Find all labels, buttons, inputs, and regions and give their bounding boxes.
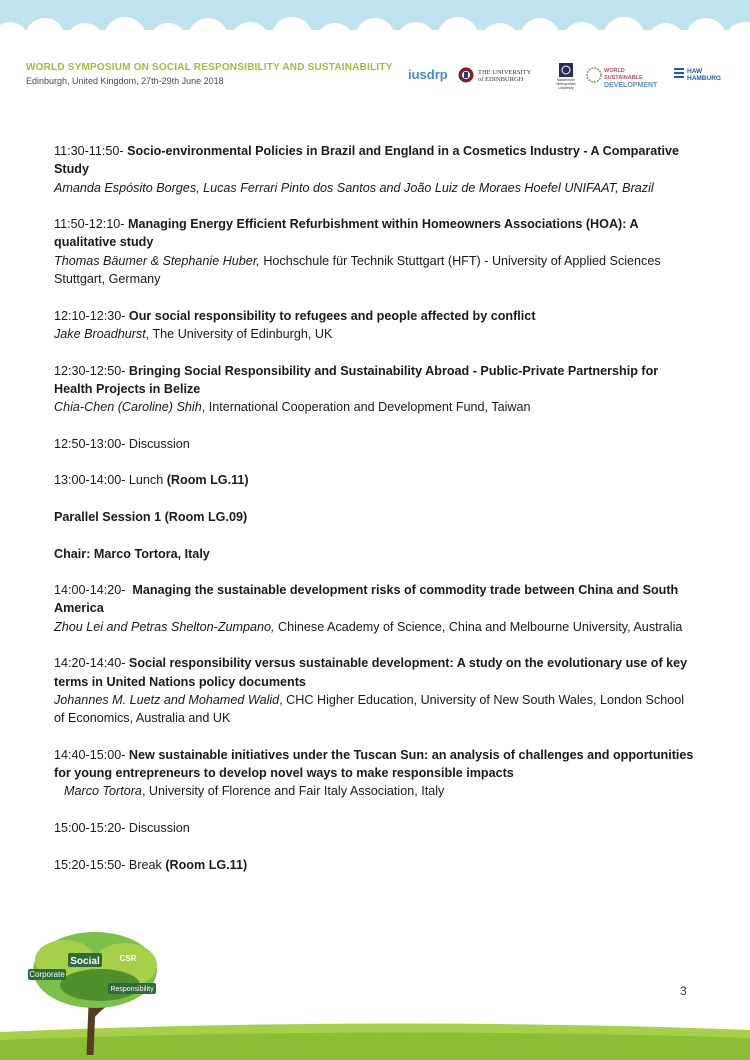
tree-word-csr: CSR xyxy=(119,954,137,963)
haw-stripes-icon xyxy=(674,68,684,80)
manchester-name: Manchester Metropolitan University xyxy=(556,78,576,90)
session-time: 11:50-12:10- xyxy=(54,217,125,232)
session-title: New sustainable initiatives under the Tuscan Sun: an analysis of challenges and opportunities for young entrepreneurs to develop novel ways to make responsible impacts xyxy=(54,747,694,781)
session-entry xyxy=(54,362,694,417)
session-entry xyxy=(54,215,694,288)
header xyxy=(26,62,392,86)
tree-word-corporate: Corporate xyxy=(29,970,65,979)
session-authors: Jake Broadhurst xyxy=(54,326,146,341)
discussion-item xyxy=(54,819,694,837)
session-title: Managing the sustainable development risks of commodity trade between China and South America xyxy=(54,583,679,616)
session-authors: Johannes M. Luetz and Mohamed Walid xyxy=(54,692,280,707)
discussion-text: 12:50-13:00- Discussion xyxy=(54,436,190,451)
session-entry xyxy=(54,654,694,727)
tree-word-social: Social xyxy=(70,956,100,967)
session-title: Managing Energy Efficient Refurbishment within Homeowners Associations (HOA): A qualitative study xyxy=(54,217,639,250)
session-affiliation: , CHC Higher Education, University of New South Wales, London School of Economics, Australia and UK xyxy=(54,692,685,726)
session-affiliation: , University of Florence and Fair Italy Association, Italy xyxy=(141,784,445,799)
discussion-text: 15:00-15:20- Discussion xyxy=(54,820,190,835)
schedule xyxy=(54,142,694,892)
session-authors: Thomas Bäumer & Stephanie Huber, xyxy=(54,253,260,268)
session-time: 12:10-12:30- xyxy=(54,308,126,323)
session-affiliation: , International Cooperation and Development Fund, Taiwan xyxy=(201,400,531,415)
csr-word-tree xyxy=(20,925,170,1055)
lunch-item xyxy=(54,471,694,489)
chair-heading xyxy=(54,545,694,563)
edinburgh-crest-icon xyxy=(458,67,474,83)
haw-line1: HAW xyxy=(687,68,703,75)
break-room: (Room LG.11) xyxy=(165,857,248,872)
lunch-room: (Room LG.11) xyxy=(166,473,249,488)
edinburgh-line2: of EDINBURGH xyxy=(478,76,524,83)
haw-line2: HAMBURG xyxy=(687,75,721,82)
session-time: 14:40-15:00- xyxy=(54,747,126,762)
session-entry xyxy=(54,746,694,801)
session-title: Our social responsibility to refugees and people affected by conflict xyxy=(128,308,536,323)
session-entry xyxy=(54,307,694,344)
manchester-emblem-icon xyxy=(559,63,573,77)
discussion-item xyxy=(54,435,694,453)
wsd-globe-icon xyxy=(586,67,602,83)
symposium-location-date: Edinburgh, United Kingdom, 27th-29th June 2018 xyxy=(26,76,224,86)
break-text: 15:20-15:50- Break xyxy=(54,857,166,872)
session-authors: Zhou Lei and Petras Shelton-Zumpano, xyxy=(54,619,275,634)
session-affiliation: , The University of Edinburgh, UK xyxy=(145,326,333,341)
session-time: 14:00-14:20- xyxy=(54,583,133,598)
session-time: 11:30-11:50- xyxy=(54,144,124,158)
session-title: Social responsibility versus sustainable development: A study on the evolutionary use of key terms in United Nations policy documents xyxy=(54,656,688,689)
session-entry xyxy=(54,581,694,636)
iusdrp-logo-text: iusdrp xyxy=(408,67,448,82)
cloud-banner xyxy=(0,0,750,60)
parallel-session-heading xyxy=(54,508,694,526)
session-title: Socio-environmental Policies in Brazil and England in a Cosmetics Industry - A Comparative Study xyxy=(54,144,679,177)
session-authors: Chia-Chen (Caroline) Shih xyxy=(54,400,202,415)
session-time: 12:30-12:50- xyxy=(54,363,126,378)
wsd-line1: WORLD SUSTAINABLE xyxy=(604,68,643,81)
sponsor-logos xyxy=(406,63,726,97)
tree-word-responsibility: Responsibility xyxy=(110,986,154,993)
symposium-title: WORLD SYMPOSIUM ON SOCIAL RESPONSIBILITY AND SUSTAINABILITY xyxy=(26,62,393,73)
edinburgh-line1: THE UNIVERSITY xyxy=(478,69,532,76)
session-authors: Amanda Espósito Borges, Lucas Ferrari Pinto dos Santos and João Luiz de Moraes Hoefel UNIFAAT, Brazil xyxy=(54,180,654,195)
session-authors: Marco Tortora xyxy=(64,784,142,799)
page-number: 3 xyxy=(680,984,687,998)
parallel-session-text: Parallel Session 1 (Room LG.09) xyxy=(54,509,248,524)
session-entry xyxy=(54,142,694,197)
session-affiliation: Hochschule für Technik Stuttgart (HFT) - University of Applied Sciences Stuttgart, Germany xyxy=(54,253,661,287)
break-item xyxy=(54,856,694,874)
session-time: 14:20-14:40- xyxy=(54,656,126,671)
manchester-logo xyxy=(552,63,580,90)
lunch-text: 13:00-14:00- Lunch xyxy=(54,473,167,488)
session-affiliation: Chinese Academy of Science, China and Melbourne University, Australia xyxy=(274,619,683,634)
wsd-line2: DEVELOPMENT xyxy=(604,82,658,89)
iusdrp-logo xyxy=(408,67,448,83)
session-title: Bringing Social Responsibility and Sustainability Abroad - Public-Private Partnership for Health Projects in Belize xyxy=(54,363,659,396)
chair-text: Chair: Marco Tortora, Italy xyxy=(54,546,210,561)
